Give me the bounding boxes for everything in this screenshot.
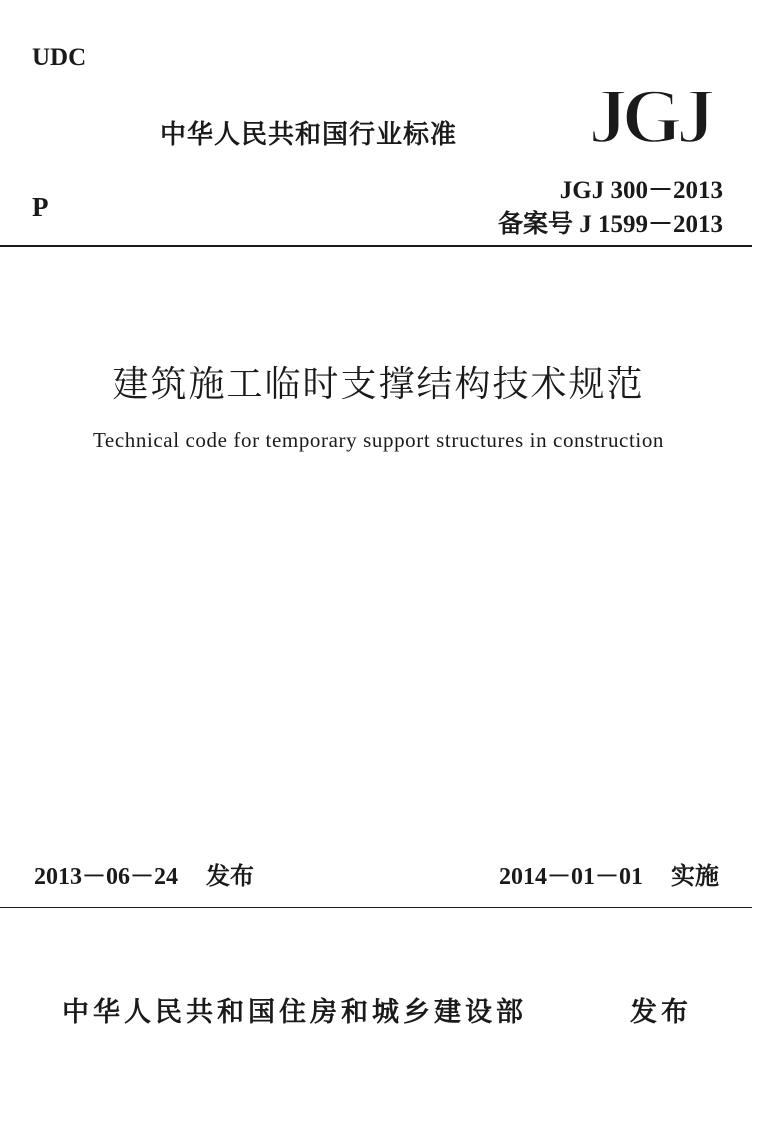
jgj-logo bbox=[574, 80, 724, 150]
document-title-english: Technical code for temporary support structures in construction bbox=[92, 428, 665, 452]
svg-text:JGJ: JGJ bbox=[588, 80, 710, 150]
record-number: 备案号 J 1599－2013 bbox=[497, 211, 723, 238]
standard-type-heading: 中华人民共和国行业标准 bbox=[160, 120, 458, 150]
issue-label: 发布 bbox=[206, 864, 254, 890]
implementation-date: 2014－01－01 bbox=[499, 864, 643, 890]
publisher-release-label: 发布 bbox=[630, 997, 692, 1028]
document-title-chinese: 建筑施工临时支撑结构技术规范 bbox=[112, 364, 645, 405]
publisher-name: 中华人民共和国住房和城乡建设部 bbox=[62, 997, 527, 1028]
standard-code-number: JGJ 300－2013 bbox=[559, 177, 723, 204]
issue-date-line bbox=[34, 856, 254, 891]
bottom-divider bbox=[0, 907, 752, 908]
issue-date: 2013－06－24 bbox=[34, 864, 178, 890]
top-divider bbox=[0, 245, 752, 247]
implementation-label: 实施 bbox=[671, 864, 719, 890]
implementation-date-line bbox=[499, 856, 719, 891]
udc-label: UDC bbox=[32, 44, 87, 71]
classification-label: P bbox=[32, 192, 49, 222]
